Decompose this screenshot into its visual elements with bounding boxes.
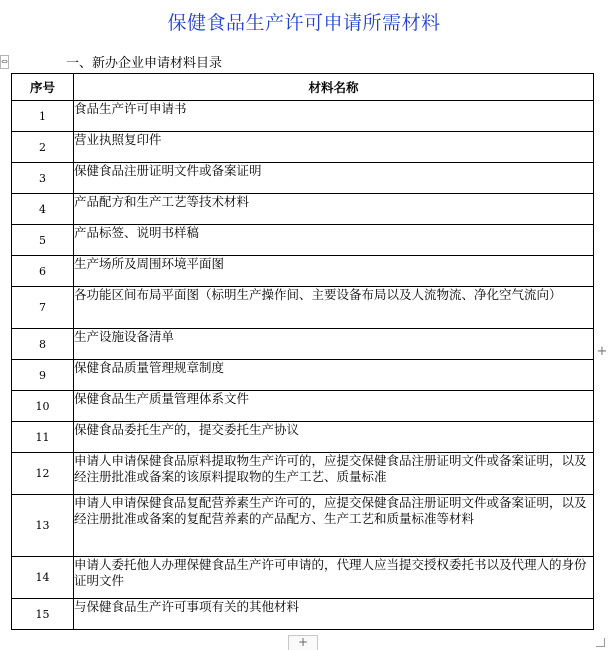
- header-serial-number: 序号: [12, 74, 74, 101]
- row-material: 各功能区间布局平面图（标明生产操作间、主要设备布局以及人流物流、净化空气流向）: [74, 287, 594, 329]
- row-number: 15: [12, 599, 74, 630]
- table-row: [12, 287, 594, 329]
- section-heading: 一、新办企业申请材料目录: [66, 56, 223, 71]
- row-number: 11: [12, 422, 74, 453]
- row-material: 保健食品注册证明文件或备案证明: [74, 163, 594, 194]
- row-material: 食品生产许可申请书: [74, 101, 594, 132]
- table-row: [12, 360, 594, 391]
- row-material: 保健食品生产质量管理体系文件: [74, 391, 594, 422]
- table-row: [12, 132, 594, 163]
- table-row: [12, 422, 594, 453]
- table-row: [12, 599, 594, 630]
- row-number: 12: [12, 453, 74, 495]
- row-material: 产品配方和生产工艺等技术材料: [74, 194, 594, 225]
- row-material: 生产设施设备清单: [74, 329, 594, 360]
- row-number: 13: [12, 495, 74, 557]
- table-row: [12, 256, 594, 287]
- table-row: [12, 163, 594, 194]
- row-number: 4: [12, 194, 74, 225]
- row-material: 申请人申请保健食品原料提取物生产许可的，应提交保健食品注册证明文件或备案证明，以及经注册批准或备案的该原料提取物的生产工艺、质量标准: [74, 453, 594, 495]
- add-column-plus-icon[interactable]: +: [596, 344, 608, 359]
- table-row: [12, 391, 594, 422]
- row-material: 与保健食品生产许可事项有关的其他材料: [74, 599, 594, 630]
- row-number: 14: [12, 557, 74, 599]
- row-number: 9: [12, 360, 74, 391]
- row-material: 生产场所及周围环境平面图: [74, 256, 594, 287]
- row-number: 6: [12, 256, 74, 287]
- row-material: 营业执照复印件: [74, 132, 594, 163]
- row-material: 产品标签、说明书样稿: [74, 225, 594, 256]
- row-number: 2: [12, 132, 74, 163]
- table-row: [12, 557, 594, 599]
- table-row: [12, 225, 594, 256]
- materials-table: [11, 73, 594, 630]
- table-resize-handle[interactable]: [596, 638, 605, 647]
- table-header-row: [12, 74, 594, 101]
- document-title: 保健食品生产许可申请所需材料: [167, 12, 441, 34]
- header-material-name: 材料名称: [74, 74, 594, 101]
- row-number: 1: [12, 101, 74, 132]
- table-row: [12, 329, 594, 360]
- table-row: [12, 453, 594, 495]
- row-number: 5: [12, 225, 74, 256]
- row-number: 8: [12, 329, 74, 360]
- table-row: [12, 495, 594, 557]
- row-material: 申请人委托他人办理保健食品生产许可申请的，代理人应当提交授权委托书以及代理人的身份证明文件: [74, 557, 594, 599]
- add-row-plus-icon[interactable]: +: [288, 635, 318, 650]
- row-material: 保健食品委托生产的，提交委托生产协议: [74, 422, 594, 453]
- row-material: 申请人申请保健食品复配营养素生产许可的，应提交保健食品注册证明文件或备案证明，以及经注册批准或备案的复配营养素的产品配方、生产工艺和质量标准等材料: [74, 495, 594, 557]
- row-material: 保健食品质量管理规章制度: [74, 360, 594, 391]
- row-number: 7: [12, 287, 74, 329]
- table-move-handle-icon[interactable]: ⇔: [0, 55, 9, 69]
- table-row: [12, 194, 594, 225]
- table-row: [12, 101, 594, 132]
- row-number: 10: [12, 391, 74, 422]
- row-number: 3: [12, 163, 74, 194]
